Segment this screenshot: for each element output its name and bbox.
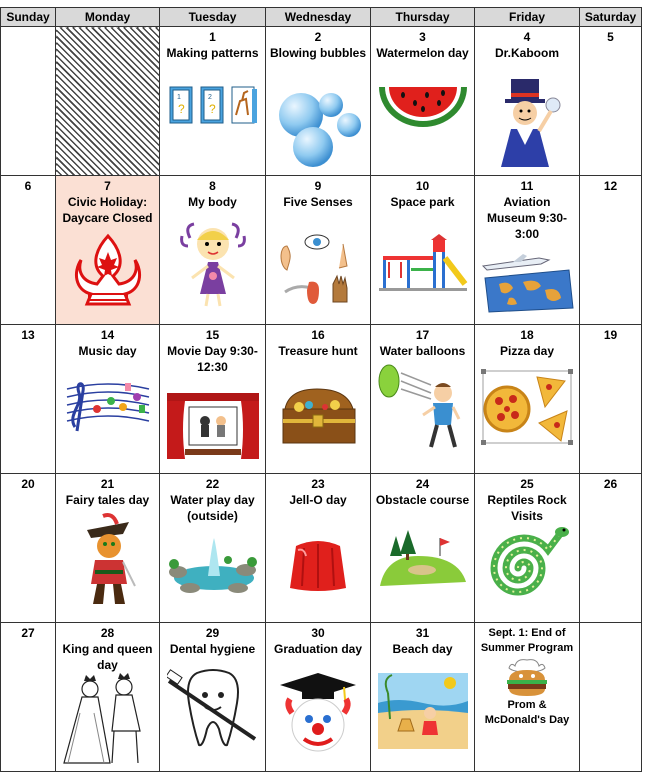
fountain-icon [160,534,265,594]
day-number: 21 [100,477,115,491]
tuesday-cell [160,623,266,772]
header-sunday: Sunday [1,8,56,27]
activity-label: Water balloons [379,344,466,358]
day-number: 7 [104,179,111,193]
watermelon-icon [371,83,474,129]
week-row [1,176,642,325]
day-number: 16 [311,328,325,342]
saturday-cell [580,27,642,176]
thursday-cell [371,27,475,176]
sunday-cell [1,325,56,474]
day-number: 9 [314,179,322,193]
activity-label: Graduation day [273,642,362,656]
header-friday: Friday [475,8,580,27]
activity-label: My body [188,195,237,209]
activity-label: Dr.Kaboom [494,46,559,60]
header-thursday: Thursday [371,8,475,27]
pizza-icon [475,367,579,447]
header-monday: Monday [56,8,160,27]
friday-cell [475,325,580,474]
activity-label: Pizza day [499,344,555,358]
friday-cell [475,176,580,325]
jello-icon [266,536,370,592]
day-number: 29 [205,626,220,640]
scientist-icon [475,75,579,169]
day-number: 5 [607,30,614,44]
activity-label: Obstacle course [375,493,470,507]
friday-cell [475,27,580,176]
friday-cell [475,623,580,772]
activity-label: Reptiles Rock Visits [487,493,567,523]
tuesday-cell [160,325,266,474]
monday-cell [56,474,160,623]
activity-label: Watermelon day [376,46,469,60]
day-number: 6 [24,179,32,193]
burger-chef-icon [475,658,579,698]
golf-course-icon [371,526,474,590]
wednesday-cell [266,325,371,474]
sunday-cell [1,27,56,176]
day-number: 28 [100,626,115,640]
thursday-cell [371,176,475,325]
saturday-cell [580,325,642,474]
day-number: 2 [314,30,322,44]
day-number: 17 [415,328,430,342]
activity-label: Sept. 1: End of Summer Program [480,627,574,654]
header-wednesday: Wednesday [266,8,371,27]
day-number: 24 [415,477,430,491]
day-number: 22 [205,477,220,491]
monday-cell [56,623,160,772]
activity-label: Aviation Museum 9:30-3:00 [486,195,568,241]
tuesday-cell [160,27,266,176]
pattern-doors-icon [160,85,265,125]
weekday-header-row [1,8,642,27]
day-number: 30 [311,626,325,640]
day-number: 10 [415,179,430,193]
svg-text:?: ? [208,102,216,116]
bubbles-icon [266,85,370,169]
activity-label: Five Senses [283,195,353,209]
day-number: 27 [21,626,35,640]
senses-icon [266,226,370,308]
saturday-cell [580,176,642,325]
day-number: 26 [603,477,618,491]
day-number: 13 [21,328,35,342]
day-number: 11 [520,179,534,193]
saturday-cell [580,623,642,772]
day-number: 8 [209,179,216,193]
wednesday-cell [266,27,371,176]
activity-label: Beach day [392,642,453,656]
activity-label: Water play day (outside) [170,493,255,523]
monday-cell [56,325,160,474]
activity-label: Blowing bubbles [270,46,366,60]
sunday-cell [1,176,56,325]
day-number: 19 [603,328,618,342]
week-row [1,27,642,176]
activity-label: Jell-O day [289,493,347,507]
day-number: 15 [205,328,220,342]
royals-icon [56,673,159,765]
thursday-cell [371,623,475,772]
tuesday-cell [160,176,266,325]
day-number: 25 [520,477,534,491]
tooth-icon [160,667,265,751]
svg-text:2: 2 [207,94,212,101]
week-row [1,623,642,772]
sunday-cell [1,474,56,623]
thursday-cell [371,325,475,474]
activity-label: Dental hygiene [169,642,256,656]
day-number: 31 [415,626,430,640]
playground-icon [371,234,474,294]
girl-icon [160,220,265,310]
activity-label: Treasure hunt [278,344,358,358]
day-number: 23 [311,477,325,491]
monthly-calendar [0,7,642,772]
friday-cell [475,474,580,623]
activity-label: Music day [78,344,137,358]
theater-icon [160,393,265,459]
sunday-cell [1,623,56,772]
wednesday-cell [266,176,371,325]
water-balloon-icon [371,359,474,455]
activity-label: Fairy tales day [65,493,150,507]
svg-text:?: ? [177,102,185,116]
header-tuesday: Tuesday [160,8,266,27]
day-number: 1 [209,30,216,44]
fleur-de-lis-maple-icon [56,232,159,312]
monday-holiday-cell [56,176,160,325]
event-note: Prom & McDonald's Day [484,699,570,726]
day-number: 14 [100,328,115,342]
beach-icon [371,673,474,749]
wednesday-cell [266,474,371,623]
activity-label: Making patterns [166,46,259,60]
music-notes-icon [56,375,159,435]
airplane-map-icon [475,254,579,314]
day-number: 4 [523,30,531,44]
graduation-clown-icon [266,671,370,765]
day-number: 3 [419,30,426,44]
activity-label: Space park [390,195,455,209]
tuesday-cell [160,474,266,623]
saturday-cell [580,474,642,623]
day-number: 18 [520,328,534,342]
day-number: 20 [21,477,35,491]
treasure-chest-icon [266,385,370,447]
day-number: 12 [603,179,618,193]
monday-empty-cell [56,27,160,176]
activity-label: King and queen day [62,642,153,672]
svg-text:1: 1 [176,94,181,101]
wednesday-cell [266,623,371,772]
activity-label: Movie Day 9:30-12:30 [167,344,258,374]
thursday-cell [371,474,475,623]
header-saturday: Saturday [580,8,642,27]
activity-label: Civic Holiday: Daycare Closed [62,195,153,225]
snake-icon [475,524,579,604]
puss-in-boots-icon [56,512,159,608]
week-row [1,474,642,623]
week-row [1,325,642,474]
